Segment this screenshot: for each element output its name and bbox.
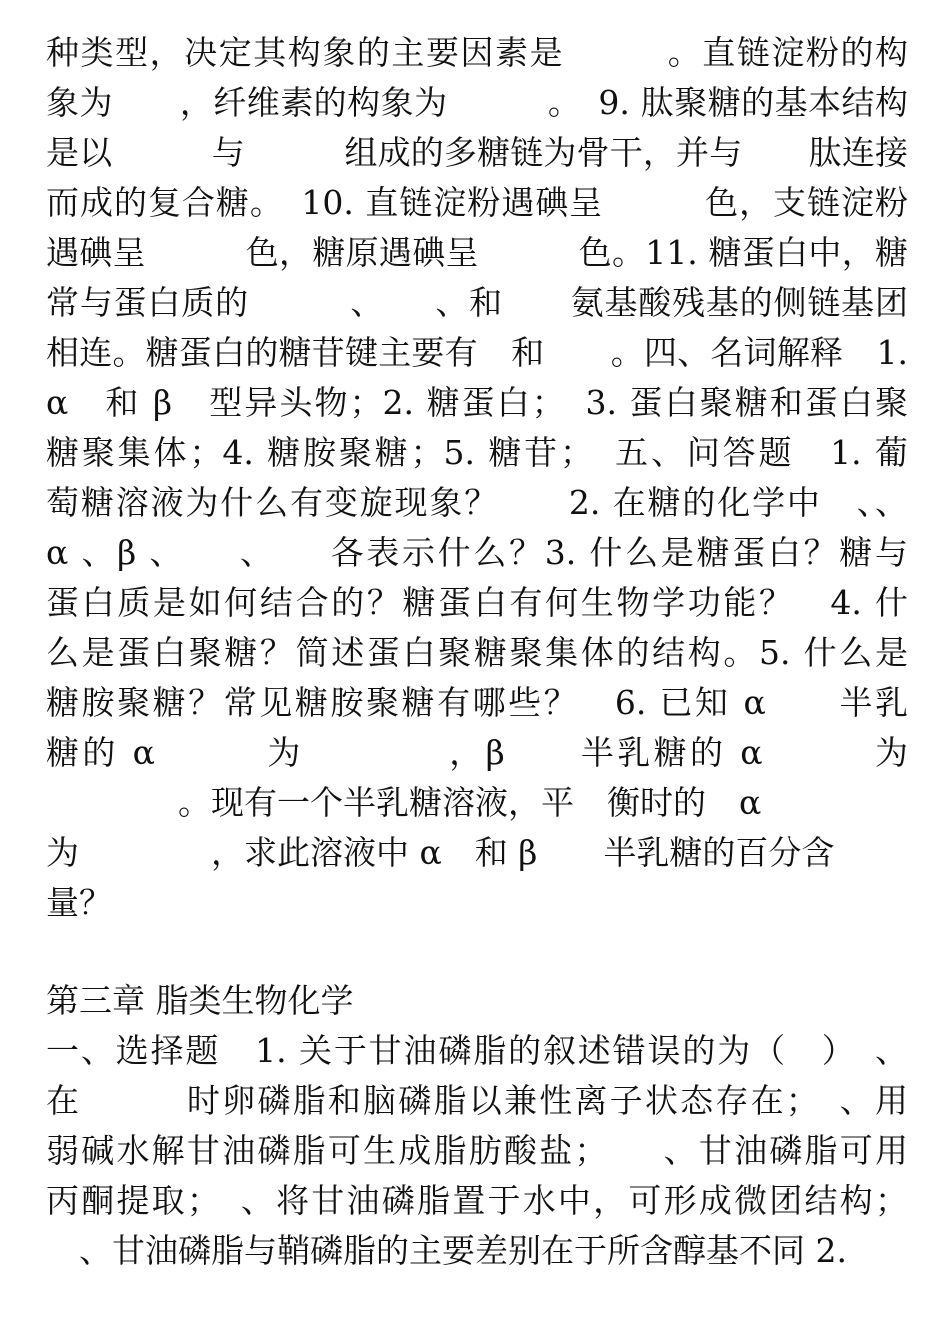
- text-line: 种类型，决定其构象的主要因素是 。直链淀粉的构: [46, 33, 908, 72]
- text-line: 。现有一个半乳糖溶液，平 衡时的 α: [46, 783, 762, 822]
- text-line: 象为 ，纤维素的构象为 。 9. 肽聚糖的基本结构: [46, 83, 908, 122]
- text-line: 一、选择题 1. 关于甘油磷脂的叙述错误的为（ ） 、: [46, 1031, 908, 1070]
- text-line: 为 ，求此溶液中 α 和 β 半乳糖的百分含: [46, 833, 835, 872]
- text-line: 糖胺聚糖？常见糖胺聚糖有哪些？ 6. 已知 α 半乳: [46, 683, 908, 722]
- text-line: 丙酮提取； 、将甘油磷脂置于水中，可形成微团结构；: [46, 1181, 908, 1220]
- text-line: α 、β 、 、 各表示什么？3. 什么是糖蛋白？糖与: [46, 533, 908, 572]
- text-line: 是以 与 组成的多糖链为骨干，并与 肽连接: [46, 133, 908, 172]
- section-gap: [46, 928, 908, 976]
- text-line: 糖聚集体；4. 糖胺聚糖；5. 糖苷； 五、问答题 1. 葡: [46, 433, 908, 472]
- text-line: 遇碘呈 色，糖原遇碘呈 色。11. 糖蛋白中，糖: [46, 233, 908, 272]
- chapter-title: 第三章 脂类生物化学: [46, 981, 354, 1020]
- text-line: 蛋白质是如何结合的？糖蛋白有何生物学功能？ 4. 什: [46, 583, 908, 622]
- text-line: 、甘油磷脂与鞘磷脂的主要差别在于所含醇基不同 2.: [46, 1231, 847, 1270]
- text-line: 常与蛋白质的 、 、和 氨基酸残基的侧链基团: [46, 283, 908, 322]
- text-line: 而成的复合糖。 10. 直链淀粉遇碘呈 色，支链淀粉: [46, 183, 908, 222]
- text-line: 量？: [46, 883, 112, 922]
- text-line: α 和 β 型异头物；2. 糖蛋白； 3. 蛋白聚糖和蛋白聚: [46, 383, 908, 422]
- text-line: 萄糖溶液为什么有变旋现象？ 2. 在糖的化学中 、、: [46, 483, 908, 522]
- text-line: 么是蛋白聚糖？简述蛋白聚糖聚集体的结构。5. 什么是: [46, 633, 908, 672]
- text-line: 在 时卵磷脂和脑磷脂以兼性离子状态存在； 、用: [46, 1081, 908, 1120]
- text-line: 弱碱水解甘油磷脂可生成脂肪酸盐； 、甘油磷脂可用: [46, 1131, 908, 1170]
- text-line: 相连。糖蛋白的糖苷键主要有 和 。四、名词解释 1.: [46, 333, 908, 372]
- document-body: [46, 28, 908, 1276]
- text-line: 糖的 α 为 ，β 半乳糖的 α 为: [46, 733, 908, 772]
